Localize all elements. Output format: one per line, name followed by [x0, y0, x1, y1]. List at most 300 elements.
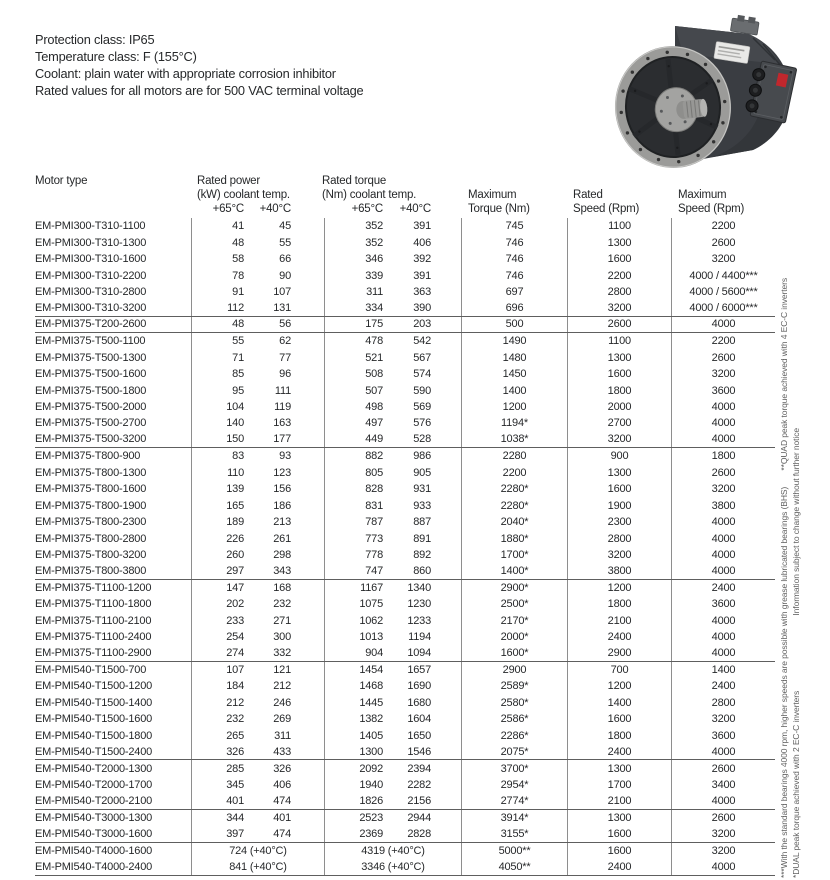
cell-p40: 186	[273, 499, 291, 512]
footnote-column-outer	[791, 428, 803, 878]
cell-tsp	[432, 514, 462, 530]
cell-motor: EM-PMI300-T310-3200	[35, 300, 192, 315]
cell-ms: 3600	[711, 598, 736, 611]
cell-motor: EM-PMI375-T1100-2900	[35, 645, 192, 660]
table-header	[35, 173, 775, 218]
cell-psp	[293, 760, 325, 776]
cell-ms: 4000	[711, 401, 736, 414]
header-rated-speed-2: Speed (Rpm)	[573, 203, 640, 215]
cell-t65: 311	[366, 285, 383, 298]
cell-ms: 4000	[711, 417, 736, 430]
cell-max: 2954*	[462, 777, 568, 793]
cell-max: 2000*	[462, 629, 568, 645]
cell-p40: 474	[273, 827, 291, 840]
cell-p40: 343	[273, 564, 291, 577]
cell-t40: 528	[413, 433, 431, 446]
table-row	[35, 678, 775, 694]
cell-tsp	[432, 563, 462, 578]
cell-ms: 3200	[711, 713, 736, 726]
cell-t40: 2394	[407, 762, 431, 775]
cell-psp	[293, 415, 325, 431]
cell-max: 745	[462, 218, 568, 234]
cell-motor: EM-PMI375-T800-2300	[35, 514, 192, 530]
cell-tsp	[432, 695, 462, 711]
cell-p40: 121	[273, 664, 291, 677]
cell-tsp	[432, 580, 462, 596]
cell-psp	[293, 514, 325, 530]
cell-t65: 1405	[359, 729, 383, 742]
cell-tsp	[432, 481, 462, 497]
cell-t65: 449	[365, 433, 383, 446]
cell-t40: 590	[413, 384, 431, 397]
cell-rs: 1200	[568, 580, 672, 596]
cell-motor: EM-PMI375-T500-2000	[35, 399, 192, 415]
cell-motor: EM-PMI375-T200-2600	[35, 317, 192, 332]
table-row	[35, 547, 775, 563]
cell-ms: 3200	[711, 844, 736, 857]
cell-p40: 177	[273, 433, 291, 446]
cell-rs: 1800	[568, 596, 672, 612]
cell-p65: 140	[226, 417, 244, 430]
cell-rs: 1900	[568, 497, 672, 513]
cell-rs: 1600	[568, 366, 672, 382]
cell-rs: 1400	[568, 695, 672, 711]
table-body	[35, 218, 775, 876]
cell-ms: 3200	[711, 483, 736, 496]
cell-psp	[293, 432, 325, 447]
cell-ms: 4000	[711, 318, 736, 331]
cell-psp	[293, 300, 325, 315]
cell-t65: 498	[365, 401, 383, 414]
cell-p40: 56	[279, 318, 291, 331]
cell-psp	[293, 350, 325, 366]
cell-p65: 297	[226, 564, 244, 577]
footnote-column-inner	[779, 278, 791, 878]
cell-p65: 55	[232, 335, 244, 348]
cell-max: 2170*	[462, 613, 568, 629]
cell-t40: 931	[413, 483, 431, 496]
cell-t65: 2523	[359, 811, 383, 824]
cell-t65: 1075	[359, 598, 383, 611]
cell-p40: 77	[279, 351, 291, 364]
table-row	[35, 497, 775, 513]
table-row	[35, 613, 775, 629]
cell-ms: 3200	[711, 368, 736, 381]
cell-psp	[293, 563, 325, 578]
table-row	[35, 399, 775, 415]
cell-rs: 900	[568, 448, 672, 464]
cell-ms: 2200	[711, 335, 736, 348]
cell-motor: EM-PMI375-T500-3200	[35, 432, 192, 447]
cell-rs: 1800	[568, 382, 672, 398]
cell-t40: 1194	[408, 631, 431, 644]
cell-tsp	[432, 350, 462, 366]
cell-max: 3700*	[462, 760, 568, 776]
header-power-unit: (kW) coolant temp.	[197, 189, 290, 201]
table-row	[35, 629, 775, 645]
cell-p40: 93	[279, 450, 291, 463]
cell-psp	[293, 662, 325, 678]
table-row	[35, 777, 775, 793]
cell-t65: 521	[365, 351, 383, 364]
cell-p65: 104	[226, 401, 244, 414]
cell-ms: 4000	[711, 564, 736, 577]
cell-t40: 1094	[407, 647, 431, 660]
cell-rs: 2200	[568, 267, 672, 283]
cell-ms: 2600	[711, 236, 736, 249]
cell-ms: 4000	[711, 433, 736, 446]
cell-tsp	[432, 366, 462, 382]
cell-t40: 391	[413, 269, 431, 282]
table-row	[35, 760, 775, 776]
cell-p65: 95	[232, 384, 244, 397]
cell-t40: 2944	[407, 811, 431, 824]
cell-t65: 778	[365, 548, 383, 561]
cell-p40: 326	[273, 762, 291, 775]
cell-psp	[293, 793, 325, 808]
cell-tsp	[432, 613, 462, 629]
cell-p40: 332	[273, 647, 291, 660]
cell-motor: EM-PMI375-T500-1600	[35, 366, 192, 382]
cell-t40: 1650	[407, 729, 431, 742]
cell-max: 1700*	[462, 547, 568, 563]
cell-psp	[293, 530, 325, 546]
cell-psp	[293, 777, 325, 793]
cell-p40: 66	[279, 253, 291, 266]
cell-p65: 107	[226, 664, 244, 677]
cell-motor: EM-PMI375-T800-1600	[35, 481, 192, 497]
table-row	[35, 859, 775, 875]
cell-motor: EM-PMI375-T500-1100	[35, 333, 192, 349]
cell-max: 746	[462, 251, 568, 267]
cell-motor: EM-PMI540-T1500-1400	[35, 695, 192, 711]
cell-t65: 2092	[359, 762, 383, 775]
cell-t40: 887	[413, 516, 431, 529]
cell-rs: 2900	[568, 645, 672, 660]
table-row	[35, 317, 775, 333]
motor-photo	[602, 14, 814, 174]
cell-t65: 478	[365, 335, 383, 348]
cell-p40: 269	[273, 713, 291, 726]
cell-p40: 474	[273, 795, 291, 808]
cell-tsp	[432, 662, 462, 678]
cell-t65: 1940	[359, 779, 383, 792]
cell-max: 1038*	[462, 432, 568, 447]
cell-p65: 254	[226, 631, 244, 644]
cell-t40: 986	[413, 450, 431, 463]
cell-motor: EM-PMI375-T800-2800	[35, 530, 192, 546]
table-row	[35, 514, 775, 530]
cell-p40: 213	[273, 516, 291, 529]
cell-t40: 1604	[407, 713, 431, 726]
footnote-bearings: ***With the standard bearings 4000 rpm, higher speeds are possible with grease lubricated bearings (BHS)	[779, 486, 789, 878]
cell-ms: 2600	[711, 762, 736, 775]
cell-tsp	[432, 793, 462, 808]
table-row	[35, 728, 775, 744]
cell-motor: EM-PMI540-T1500-2400	[35, 744, 192, 759]
cell-motor: EM-PMI540-T3000-1300	[35, 810, 192, 826]
cell-rs: 1100	[568, 333, 672, 349]
cell-tsp	[432, 267, 462, 283]
cell-t40: 1690	[407, 680, 431, 693]
cell-rs: 3200	[568, 547, 672, 563]
cell-ms: 3400	[711, 779, 736, 792]
cell-p65: 274	[226, 647, 244, 660]
cell-rs: 2800	[568, 530, 672, 546]
header-torque-65c: +65°C	[351, 203, 383, 215]
cell-motor: EM-PMI540-T1500-1200	[35, 678, 192, 694]
cell-ms: 2600	[711, 811, 736, 824]
cell-p40: 107	[273, 285, 291, 298]
cell-t40: 569	[413, 401, 431, 414]
cell-psp	[293, 613, 325, 629]
cell-motor: EM-PMI300-T310-1100	[35, 218, 192, 234]
cell-p40: 433	[273, 745, 291, 758]
cell-psp	[293, 695, 325, 711]
cell-max: 2774*	[462, 793, 568, 808]
header-max-speed-2: Speed (Rpm)	[678, 203, 745, 215]
cell-tsp	[432, 645, 462, 660]
cell-rs: 3200	[568, 432, 672, 447]
cell-motor: EM-PMI375-T1100-2400	[35, 629, 192, 645]
cell-t40: 406	[413, 236, 431, 249]
cell-p40: 55	[279, 236, 291, 249]
table-row	[35, 234, 775, 250]
motor-shaft	[675, 98, 708, 119]
cell-psp	[293, 547, 325, 563]
cell-psp	[293, 267, 325, 283]
cell-t65: 2369	[359, 827, 383, 840]
intro-line-protection: Protection class: IP65	[35, 32, 155, 47]
cell-p40: 131	[273, 301, 291, 314]
footnote-quad-torque: **QUAD peak torque achieved with 4 EC-C inverters	[779, 278, 789, 471]
cell-t40: 892	[413, 548, 431, 561]
cell-rs: 1600	[568, 843, 672, 859]
cell-ms: 3600	[711, 384, 736, 397]
cell-rs: 2100	[568, 793, 672, 808]
cell-t40: 1340	[407, 581, 431, 594]
cell-motor: EM-PMI300-T310-2800	[35, 284, 192, 300]
cell-motor: EM-PMI375-T800-1300	[35, 465, 192, 481]
cell-rs: 2400	[568, 859, 672, 874]
cell-max: 2500*	[462, 596, 568, 612]
cell-p40: 168	[273, 581, 291, 594]
cell-rs: 1600	[568, 251, 672, 267]
cell-p40: 271	[273, 614, 291, 627]
cell-motor: EM-PMI375-T1100-2100	[35, 613, 192, 629]
cell-p40: 406	[273, 779, 291, 792]
cell-psp	[293, 218, 325, 234]
cell-p40: 311	[274, 729, 291, 742]
table-row	[35, 793, 775, 809]
cell-t40: 1680	[407, 696, 431, 709]
cell-t65: 828	[365, 483, 383, 496]
cell-t40: 1546	[407, 745, 431, 758]
cell-tsp	[432, 596, 462, 612]
cell-p65: 401	[226, 795, 244, 808]
cell-max: 3914*	[462, 810, 568, 826]
cell-t40: 1230	[407, 598, 431, 611]
cell-ms: 4000 / 6000***	[689, 301, 758, 314]
cell-p40: 156	[273, 483, 291, 496]
cell-tsp	[432, 284, 462, 300]
cell-p65: 285	[226, 762, 244, 775]
cell-t65: 1445	[359, 696, 383, 709]
cell-psp	[293, 810, 325, 826]
cell-tsp	[432, 234, 462, 250]
cell-max: 1600*	[462, 645, 568, 660]
cell-tsp	[432, 678, 462, 694]
cell-t40: 891	[413, 532, 431, 545]
intro-line-temperature: Temperature class: F (155°C)	[35, 49, 197, 64]
cell-rs: 1300	[568, 810, 672, 826]
cell-t65: 747	[365, 564, 383, 577]
cell-max: 2280	[462, 448, 568, 464]
cell-p40: 212	[273, 680, 291, 693]
cell-t40: 576	[413, 417, 431, 430]
header-rated-torque: Rated torque	[322, 175, 387, 187]
cell-p40: 62	[279, 335, 291, 348]
cell-psp	[293, 366, 325, 382]
cell-motor: EM-PMI300-T310-1600	[35, 251, 192, 267]
table-row	[35, 300, 775, 316]
cell-t65: 352	[365, 236, 383, 249]
cell-p65: 260	[226, 548, 244, 561]
cell-ms: 2800	[711, 696, 736, 709]
table-row	[35, 481, 775, 497]
cell-p65: 202	[226, 598, 244, 611]
cell-tsp	[432, 432, 462, 447]
cell-max: 5000**	[462, 843, 568, 859]
table-row	[35, 596, 775, 612]
cell-max: 4050**	[462, 859, 568, 874]
cell-tsp	[432, 382, 462, 398]
cell-rs: 2100	[568, 613, 672, 629]
top-connector	[730, 14, 759, 35]
cell-max: 746	[462, 267, 568, 283]
cell-motor: EM-PMI300-T310-1300	[35, 234, 192, 250]
cell-psp	[293, 234, 325, 250]
cell-p40: 261	[273, 532, 291, 545]
cell-tsp	[432, 744, 462, 759]
cell-rs: 1300	[568, 350, 672, 366]
table-row	[35, 662, 775, 678]
cell-rs: 3800	[568, 563, 672, 578]
cell-p65: 71	[232, 351, 244, 364]
cell-p40: 300	[273, 631, 291, 644]
footnote-dual-torque: *DUAL peak torque achieved with 2 EC-C inverters	[791, 690, 801, 878]
table-row	[35, 465, 775, 481]
table-row	[35, 580, 775, 596]
cell-tsp	[432, 251, 462, 267]
cell-max: 1200	[462, 399, 568, 415]
cell-ms: 4000	[711, 647, 736, 660]
intro-line-rated-values: Rated values for all motors are for 500 VAC terminal voltage	[35, 83, 364, 98]
cell-t65: 773	[365, 532, 383, 545]
cell-t65: 1826	[359, 795, 383, 808]
cell-rs: 700	[568, 662, 672, 678]
cell-psp	[293, 284, 325, 300]
cell-t40: 390	[413, 301, 431, 314]
table-row	[35, 530, 775, 546]
cell-t65: 1468	[359, 680, 383, 693]
cell-t40: 2828	[407, 827, 431, 840]
cell-p65: 345	[226, 779, 244, 792]
cell-ms: 4000	[711, 795, 736, 808]
cell-p65: 48	[232, 236, 244, 249]
cell-p40: 246	[273, 696, 291, 709]
cell-ms: 4000	[711, 631, 736, 644]
cell-p40: 111	[274, 384, 291, 397]
cell-p65: 48	[232, 318, 244, 331]
cell-rs: 1600	[568, 481, 672, 497]
table-row	[35, 695, 775, 711]
cell-motor: EM-PMI540-T4000-1600	[35, 843, 192, 859]
cell-p40: 90	[279, 269, 291, 282]
cell-motor: EM-PMI375-T800-1900	[35, 497, 192, 513]
footnote-information: Information subject to change without further notice	[791, 428, 801, 616]
cell-rs: 2300	[568, 514, 672, 530]
cell-p40: 96	[279, 368, 291, 381]
cell-t65: 507	[365, 384, 383, 397]
cell-max: 1194*	[462, 415, 568, 431]
cell-t65: 346	[365, 253, 383, 266]
table-row	[35, 251, 775, 267]
cell-p65: 139	[226, 483, 244, 496]
table-row	[35, 563, 775, 579]
cell-max: 1400	[462, 382, 568, 398]
cell-p65: 78	[232, 269, 244, 282]
cell-motor: EM-PMI540-T2000-1300	[35, 760, 192, 776]
cell-ms: 3600	[711, 729, 736, 742]
cell-max: 1480	[462, 350, 568, 366]
cell-rs: 1600	[568, 711, 672, 727]
cell-tsp	[432, 218, 462, 234]
cell-rs: 2000	[568, 399, 672, 415]
cell-max: 2200	[462, 465, 568, 481]
table-row	[35, 382, 775, 398]
cell-psp	[293, 382, 325, 398]
cell-psp	[293, 678, 325, 694]
cell-p40: 123	[273, 466, 291, 479]
header-rated-speed-1: Rated	[573, 189, 603, 201]
cell-rs: 2400	[568, 629, 672, 645]
cell-ms: 4000	[711, 614, 736, 627]
table-row	[35, 826, 775, 842]
cell-psp	[293, 711, 325, 727]
cell-t65: 1382	[359, 713, 383, 726]
cell-t65: 497	[365, 417, 383, 430]
cell-tsp	[432, 826, 462, 841]
cell-rs: 1300	[568, 465, 672, 481]
cell-t65: 175	[365, 318, 383, 331]
cell-ms: 2400	[711, 680, 736, 693]
cell-psp	[293, 448, 325, 464]
cell-rs: 2800	[568, 284, 672, 300]
header-power-40c: +40°C	[259, 203, 291, 215]
table-row	[35, 218, 775, 234]
cell-ms: 1800	[711, 450, 736, 463]
cell-psp	[293, 481, 325, 497]
cell-tsp	[432, 317, 462, 332]
cell-p65: 147	[226, 581, 244, 594]
cell-p65: 41	[232, 220, 244, 233]
cell-rs: 3200	[568, 300, 672, 315]
cell-pmerge: 724 (+40°C)	[192, 843, 325, 859]
header-max-speed-1: Maximum	[678, 189, 727, 201]
cell-t40: 391	[413, 220, 431, 233]
cell-max: 2280*	[462, 497, 568, 513]
